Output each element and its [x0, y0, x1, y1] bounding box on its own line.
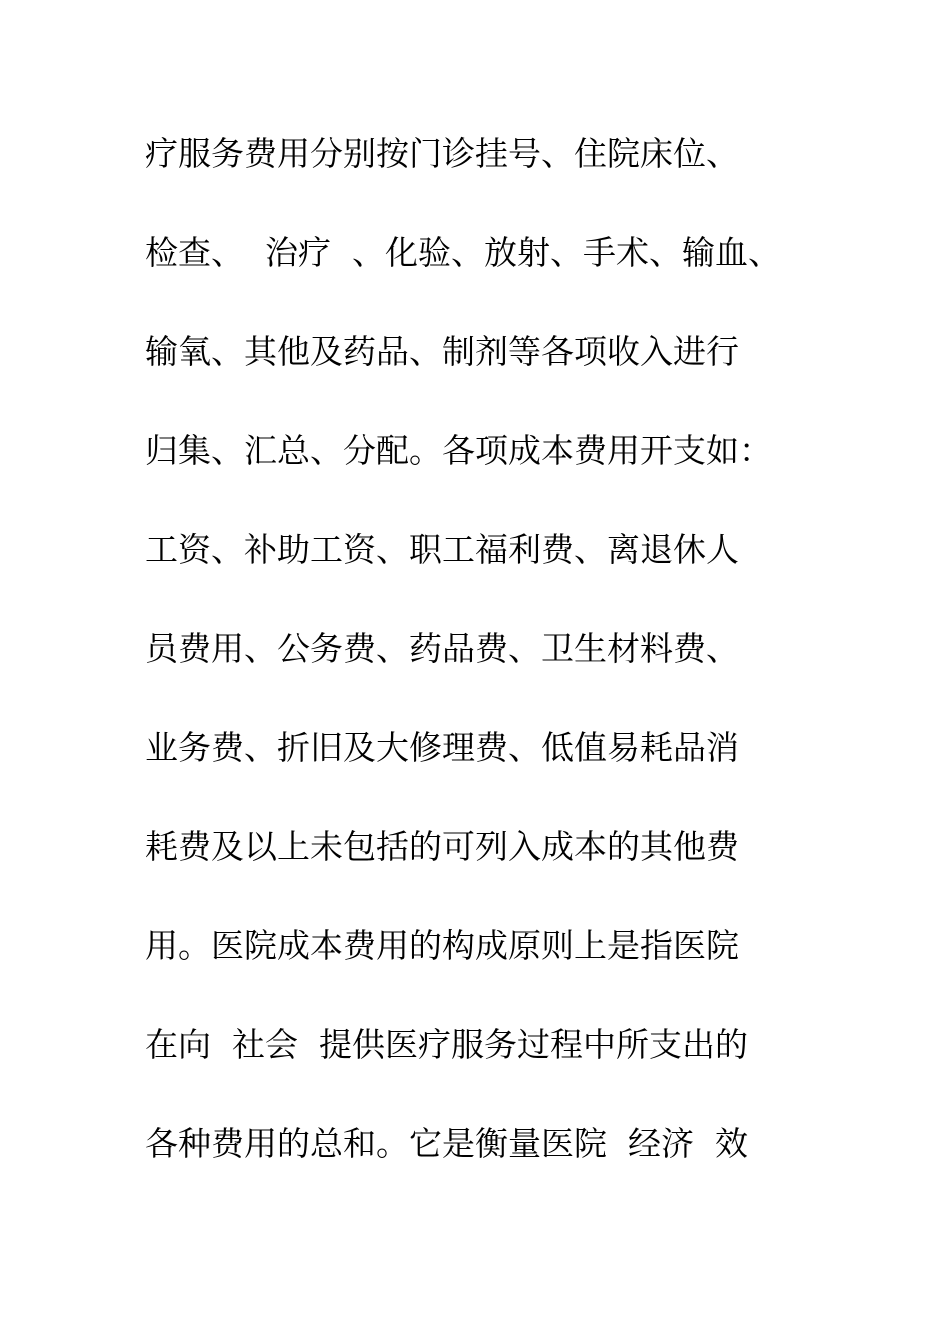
text-line: 输氧、其他及药品、制剂等各项收入进行 — [145, 332, 739, 371]
text-line: 工资、补助工资、职工福利费、离退休人 — [145, 530, 739, 569]
text-line: 业务费、折旧及大修理费、低值易耗品消 — [145, 728, 739, 767]
text-line: 疗服务费用分别按门诊挂号、住院床位、 — [145, 134, 739, 173]
text-line: 在向 社会 提供医疗服务过程中所支出的 — [145, 1025, 748, 1064]
body-text — [145, 128, 845, 1217]
text-line: 用。医院成本费用的构成原则上是指医院 — [145, 926, 739, 965]
text-line: 各种费用的总和。它是衡量医院 经济 效 — [145, 1124, 748, 1163]
text-line: 归集、汇总、分配。各项成本费用开支如： — [145, 431, 772, 470]
text-line: 员费用、公务费、药品费、卫生材料费、 — [145, 629, 739, 668]
text-line: 耗费及以上未包括的可列入成本的其他费 — [145, 827, 739, 866]
text-line: 检查、 治疗 、化验、放射、手术、输血、 — [145, 233, 781, 272]
